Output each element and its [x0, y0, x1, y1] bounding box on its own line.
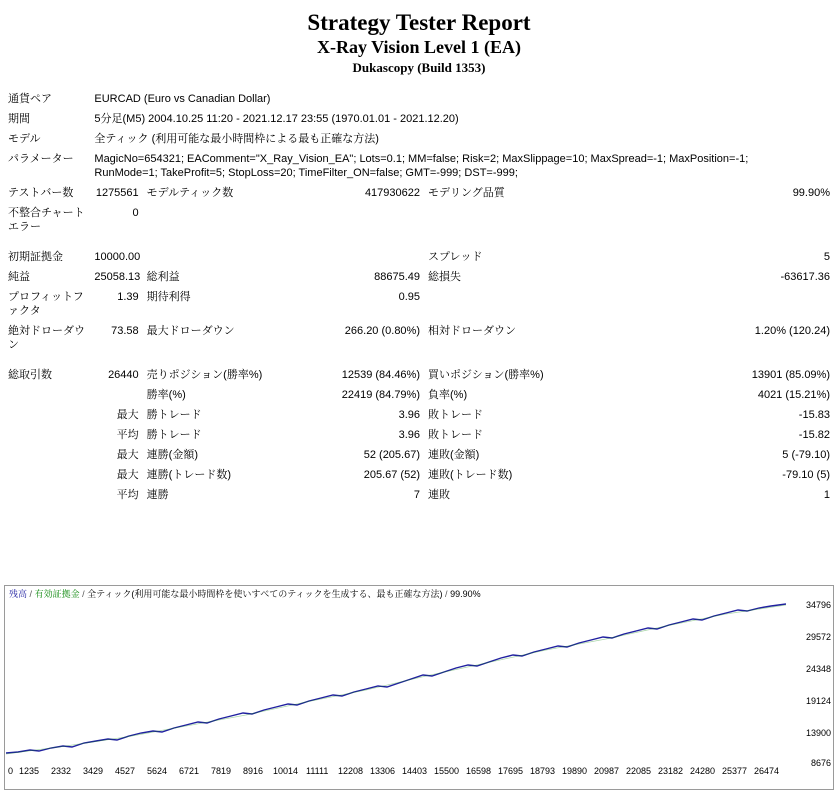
legend-separator-2: /: [82, 589, 85, 599]
profit-trades-value: 22419 (84.79%): [341, 389, 420, 401]
max-consecutive-wins-label: 連勝(金額): [146, 449, 198, 461]
avg-consecutive-losses-value: 1: [823, 489, 830, 501]
x-tick-2: 2332: [51, 766, 72, 776]
x-tick-22: 24280: [690, 766, 716, 776]
table-row: [4, 287, 834, 321]
largest-loss-label: 敗トレード: [428, 409, 483, 421]
parameters-label: パラメーター: [8, 153, 74, 165]
max-label-1: 最大: [116, 449, 139, 461]
max-consecutive-wins-value: 52 (205.67): [363, 449, 420, 461]
max-consecutive-profit-label: 連勝(トレード数): [146, 469, 231, 481]
page-title: Strategy Tester Report: [307, 10, 531, 35]
max-drawdown-value: 266.20 (0.80%): [344, 325, 420, 337]
max-consecutive-losses-value: 5 (-79.10): [782, 449, 830, 461]
legend-separator-1: /: [29, 589, 33, 599]
x-tick-9: 10014: [273, 766, 299, 776]
avg-consecutive-wins-label: 連勝: [146, 489, 169, 501]
parameters-line-2: RunMode=1; TakeProfit=5; StopLoss=20; TimeFilter_ON=false; GMT=-999; DST=-999;: [94, 167, 518, 179]
x-tick-24: 26474: [754, 766, 780, 776]
y-tick-5: 8676: [810, 758, 831, 768]
long-positions-label: 買いポジション(勝率%): [428, 369, 544, 381]
short-positions-label: 売りポジション(勝率%): [146, 369, 263, 381]
x-tick-8: 8916: [243, 766, 264, 776]
mismatch-errors-value: 0: [132, 207, 139, 219]
bars-label: テストバー数: [8, 187, 74, 199]
largest-loss-value: -15.83: [798, 409, 830, 421]
x-tick-20: 22085: [626, 766, 652, 776]
max-consecutive-loss-label: 連敗(トレード数): [428, 469, 513, 481]
max-consecutive-loss-value: -79.10 (5): [782, 469, 830, 481]
table-row: [4, 129, 834, 149]
x-tick-19: 20987: [594, 766, 620, 776]
x-tick-10: 11111: [306, 766, 329, 776]
avg-consecutive-wins-value: 7: [413, 489, 420, 501]
table-row: [4, 465, 834, 485]
period-value: 5分足(M5) 2004.10.25 11:20 - 2021.12.17 23:55 (1970.01.01 - 2021.12.20): [94, 113, 459, 125]
average-loss-label: 敗トレード: [428, 429, 483, 441]
loss-trades-label: 負率(%): [428, 389, 468, 401]
average-label: 平均: [116, 429, 139, 441]
table-row: [4, 405, 834, 425]
average-profit-value: 3.96: [398, 429, 420, 441]
parameters-value: [90, 149, 834, 183]
profit-trades-label: 勝率(%): [146, 389, 186, 401]
x-tick-4: 4527: [115, 766, 136, 776]
x-tick-13: 14403: [402, 766, 428, 776]
initial-deposit-label: 初期証拠金: [8, 251, 63, 263]
quality-label: モデリング品質: [428, 187, 505, 199]
report-header: [0, 0, 838, 77]
profit-factor-value: 1.39: [117, 291, 139, 303]
max-consecutive-losses-label: 連敗(金額): [428, 449, 480, 461]
x-tick-15: 16598: [466, 766, 492, 776]
parameters-line-1: MagicNo=654321; EAComment="X_Ray_Vision_EA"; Lots=0.1; MM=false; Risk=2; MaxSlippage=10; MaxSpread=-1; MaxPosition=-1;: [94, 153, 749, 165]
initial-deposit-value: 10000.00: [94, 251, 141, 263]
table-row: [4, 183, 834, 203]
y-tick-2: 24348: [805, 664, 831, 674]
page-subtitle: X-Ray Vision Level 1 (EA): [317, 37, 521, 57]
report-table: [4, 89, 834, 505]
y-tick-4: 13900: [805, 728, 831, 738]
legend-quality-label: 99.90%: [450, 589, 481, 599]
short-positions-value: 12539 (84.46%): [341, 369, 420, 381]
largest-profit-label: 勝トレード: [146, 409, 202, 421]
net-profit-value: 25058.13: [94, 271, 141, 283]
x-tick-16: 17695: [498, 766, 524, 776]
average-profit-label: 勝トレード: [146, 429, 202, 441]
chart-y-axis: [787, 600, 831, 768]
average-label-2: 平均: [116, 489, 139, 501]
legend-separator-3: /: [445, 589, 448, 599]
spread-label: スプレッド: [428, 251, 483, 263]
x-tick-7: 7819: [211, 766, 232, 776]
chart-legend: [9, 589, 481, 600]
x-tick-6: 6721: [179, 766, 200, 776]
table-row: [4, 247, 834, 267]
absolute-drawdown-value: 73.58: [111, 325, 139, 337]
table-row: [4, 485, 834, 505]
x-tick-23: 25377: [722, 766, 748, 776]
x-tick-14: 15500: [434, 766, 460, 776]
model-label: モデル: [8, 133, 41, 145]
ticks-label: モデルティック数: [146, 187, 234, 199]
max-drawdown-label: 最大ドローダウン: [146, 325, 235, 337]
avg-consecutive-losses-label: 連敗: [428, 489, 450, 501]
x-tick-0: 0: [8, 766, 14, 776]
x-tick-1: 1235: [19, 766, 40, 776]
legend-equity-label: 有効証拠金: [34, 589, 80, 599]
chart-plot-area: [6, 600, 786, 762]
legend-model-label: 全ティック(利用可能な最小時間枠を使いすべてのティックを生成する、最も正確な方法): [87, 589, 443, 599]
loss-trades-value: 4021 (15.21%): [757, 389, 830, 401]
absolute-drawdown-label: 絶対ドローダウン: [8, 325, 85, 351]
expected-payoff-value: 0.95: [398, 291, 420, 303]
equity-chart: [4, 585, 834, 790]
max-label-2: 最大: [116, 469, 139, 481]
net-profit-label: 純益: [8, 271, 30, 283]
table-row: [4, 89, 834, 109]
total-trades-label: 総取引数: [8, 369, 52, 381]
table-row: [4, 321, 834, 355]
largest-label: 最大: [116, 409, 139, 421]
average-loss-value: -15.82: [798, 429, 830, 441]
balance-curve-svg: [6, 600, 786, 762]
model-value: 全ティック (利用可能な最小時間枠による最も正確な方法): [94, 133, 379, 145]
gross-profit-value: 88675.49: [374, 271, 420, 283]
x-tick-17: 18793: [530, 766, 556, 776]
relative-drawdown-label: 相対ドローダウン: [428, 325, 516, 337]
table-row: [4, 109, 834, 129]
table-row: [4, 203, 834, 237]
total-trades-value: 26440: [108, 369, 139, 381]
table-row: [4, 445, 834, 465]
table-row: [4, 149, 834, 183]
table-row: [4, 365, 834, 385]
largest-profit-value: 3.96: [398, 409, 420, 421]
quality-value: 99.90%: [792, 187, 830, 199]
gross-loss-value: -63617.36: [780, 271, 830, 283]
y-tick-3: 19124: [805, 696, 831, 706]
gross-loss-label: 総損失: [428, 271, 461, 283]
x-tick-18: 19890: [562, 766, 588, 776]
symbol-value: EURCAD (Euro vs Canadian Dollar): [94, 93, 271, 105]
chart-x-axis: [5, 766, 833, 784]
bars-value: 1275561: [95, 187, 139, 199]
symbol-label: 通貨ペア: [8, 93, 52, 105]
period-label: 期間: [8, 113, 30, 125]
legend-balance-label: 残高: [9, 589, 28, 599]
expected-payoff-label: 期待利得: [146, 291, 191, 303]
mismatch-errors-label: 不整合チャートエラー: [8, 207, 85, 233]
table-row: [4, 267, 834, 287]
y-tick-0: 34796: [805, 600, 831, 610]
ticks-value: 417930622: [364, 187, 420, 199]
profit-factor-label: プロフィットファクタ: [8, 291, 84, 317]
x-tick-3: 3429: [83, 766, 104, 776]
spread-value: 5: [823, 251, 830, 263]
table-row: [4, 425, 834, 445]
page-build: Dukascopy (Build 1353): [352, 60, 486, 75]
x-tick-12: 13306: [370, 766, 396, 776]
gross-profit-label: 総利益: [146, 271, 180, 283]
max-consecutive-profit-value: 205.67 (52): [363, 469, 420, 481]
x-tick-5: 5624: [147, 766, 168, 776]
x-tick-11: 12208: [338, 766, 364, 776]
relative-drawdown-value: 1.20% (120.24): [754, 325, 830, 337]
table-row: [4, 385, 834, 405]
x-tick-21: 23182: [658, 766, 684, 776]
long-positions-value: 13901 (85.09%): [751, 369, 830, 381]
y-tick-1: 29572: [805, 632, 831, 642]
